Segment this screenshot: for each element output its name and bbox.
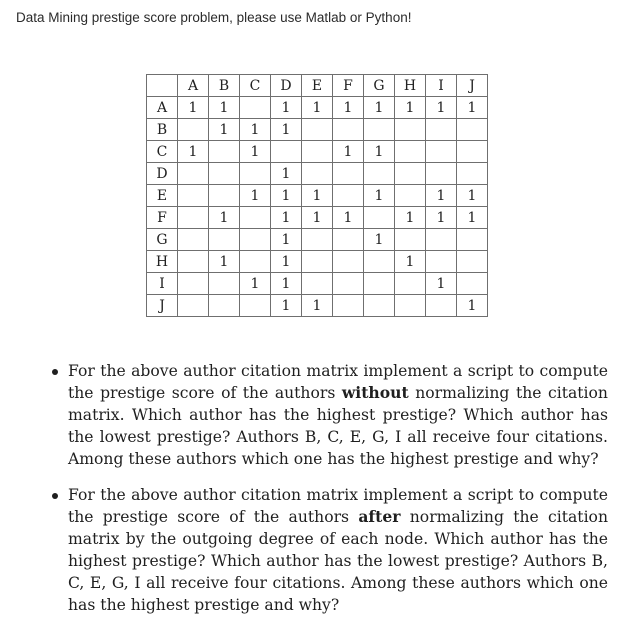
column-header: G: [364, 75, 395, 97]
matrix-cell: [302, 273, 333, 295]
column-header: H: [395, 75, 426, 97]
row-header: B: [147, 119, 178, 141]
question-item: [48, 484, 608, 616]
matrix-cell: 1: [395, 207, 426, 229]
matrix-cell: 1: [364, 185, 395, 207]
matrix-cell: [364, 163, 395, 185]
matrix-cell: 1: [271, 229, 302, 251]
matrix-cell: [178, 251, 209, 273]
matrix-cell: [333, 273, 364, 295]
matrix-cell: [209, 229, 240, 251]
matrix-cell: 1: [426, 185, 457, 207]
matrix-cell: 1: [209, 251, 240, 273]
matrix-cell: [178, 229, 209, 251]
column-header: A: [178, 75, 209, 97]
matrix-cell: 1: [457, 97, 488, 119]
matrix-cell: [395, 295, 426, 317]
matrix-cell: 1: [364, 141, 395, 163]
matrix-cell: 1: [271, 251, 302, 273]
bullet-icon: [52, 493, 58, 499]
matrix-cell: 1: [426, 97, 457, 119]
matrix-cell: [333, 185, 364, 207]
matrix-cell: [178, 207, 209, 229]
matrix-cell: [209, 185, 240, 207]
matrix-cell: [364, 295, 395, 317]
matrix-cell: [426, 295, 457, 317]
matrix-cell: [426, 119, 457, 141]
matrix-cell: [457, 273, 488, 295]
matrix-cell: [271, 141, 302, 163]
matrix-cell: [178, 273, 209, 295]
matrix-cell: [364, 251, 395, 273]
column-header: I: [426, 75, 457, 97]
question-item: [48, 360, 608, 470]
matrix-cell: [240, 295, 271, 317]
matrix-cell: [457, 163, 488, 185]
row-header: I: [147, 273, 178, 295]
question-text-bold: without: [341, 383, 409, 402]
column-header: C: [240, 75, 271, 97]
matrix-row: [147, 207, 488, 229]
matrix-cell: [240, 229, 271, 251]
row-header: D: [147, 163, 178, 185]
matrix-cell: [364, 273, 395, 295]
matrix-cell: [364, 119, 395, 141]
matrix-cell: 1: [209, 207, 240, 229]
matrix-cell: [395, 141, 426, 163]
matrix-cell: [209, 273, 240, 295]
matrix-row: [147, 229, 488, 251]
matrix-cell: 1: [240, 273, 271, 295]
matrix-cell: [240, 163, 271, 185]
matrix-cell: [333, 229, 364, 251]
matrix-row: [147, 163, 488, 185]
matrix-cell: [395, 119, 426, 141]
matrix-cell: 1: [302, 97, 333, 119]
matrix-cell: [302, 251, 333, 273]
matrix-cell: [240, 251, 271, 273]
matrix-header-row: [147, 75, 488, 97]
matrix-cell: 1: [271, 295, 302, 317]
matrix-cell: 1: [364, 97, 395, 119]
matrix-cell: [426, 163, 457, 185]
question-text-post: normalizing the citation matrix. Which author has the highest prestige? Which author has the lowest prestige? Authors B, C, E, G, I all receive four citations. Among these authors which one has the highest prestige and why?: [68, 384, 608, 468]
matrix-cell: 1: [302, 207, 333, 229]
matrix-cell: 1: [271, 273, 302, 295]
bullet-icon: [52, 369, 58, 375]
matrix-cell: [395, 163, 426, 185]
matrix-cell: [302, 163, 333, 185]
matrix-cell: 1: [271, 163, 302, 185]
matrix-cell: [209, 141, 240, 163]
matrix-cell: [364, 207, 395, 229]
row-header: H: [147, 251, 178, 273]
matrix-cell: [457, 141, 488, 163]
matrix-cell: 1: [395, 97, 426, 119]
matrix-cell: [426, 229, 457, 251]
matrix-cell: 1: [178, 141, 209, 163]
matrix-cell: 1: [395, 251, 426, 273]
header-text: Data Mining prestige score problem, please use Matlab or Python!: [16, 10, 412, 25]
row-header: E: [147, 185, 178, 207]
matrix-cell: [178, 119, 209, 141]
matrix-body: [147, 97, 488, 317]
matrix-cell: [426, 251, 457, 273]
matrix-cell: [333, 251, 364, 273]
row-header: C: [147, 141, 178, 163]
matrix-row: [147, 185, 488, 207]
matrix-row: [147, 119, 488, 141]
matrix-cell: 1: [457, 207, 488, 229]
matrix-cell: [333, 295, 364, 317]
question-text-bold: after: [358, 507, 401, 526]
question-text-pre: For the above author citation matrix implement a script to compute the prestige score of the authors: [68, 486, 608, 526]
matrix-row: [147, 97, 488, 119]
matrix-cell: [240, 207, 271, 229]
matrix-cell: 1: [426, 273, 457, 295]
column-header: D: [271, 75, 302, 97]
column-header: J: [457, 75, 488, 97]
matrix-row: [147, 295, 488, 317]
matrix-cell: 1: [333, 207, 364, 229]
row-header: G: [147, 229, 178, 251]
matrix-cell: [178, 163, 209, 185]
matrix-cell: 1: [240, 141, 271, 163]
matrix-cell: [457, 119, 488, 141]
column-header: E: [302, 75, 333, 97]
matrix-cell: [395, 185, 426, 207]
row-header: A: [147, 97, 178, 119]
row-header: F: [147, 207, 178, 229]
column-header: F: [333, 75, 364, 97]
matrix-cell: 1: [333, 141, 364, 163]
matrix-cell: 1: [457, 185, 488, 207]
matrix-cell: [333, 119, 364, 141]
matrix-cell: 1: [271, 207, 302, 229]
matrix-cell: 1: [271, 185, 302, 207]
matrix-row: [147, 141, 488, 163]
matrix-cell: [302, 141, 333, 163]
matrix-cell: [302, 119, 333, 141]
matrix-cell: 1: [240, 185, 271, 207]
question-text-post: normalizing the citation matrix by the outgoing degree of each node. Which author has the highest prestige? Which author has the lowest prestige? Authors B, C, E, G, I all receive four citations. Among these authors which one has the highest prestige and why?: [68, 508, 608, 614]
matrix-cell: [457, 229, 488, 251]
matrix-cell: 1: [271, 119, 302, 141]
matrix-cell: 1: [209, 97, 240, 119]
matrix-cell: 1: [240, 119, 271, 141]
matrix-corner-cell: [147, 75, 178, 97]
matrix-cell: 1: [457, 295, 488, 317]
matrix-cell: [426, 141, 457, 163]
row-header: J: [147, 295, 178, 317]
matrix-cell: 1: [271, 97, 302, 119]
matrix-cell: [209, 163, 240, 185]
matrix-cell: [302, 229, 333, 251]
matrix-cell: [395, 273, 426, 295]
matrix-cell: [333, 163, 364, 185]
matrix-cell: [178, 185, 209, 207]
matrix-row: [147, 251, 488, 273]
matrix-row: [147, 273, 488, 295]
matrix-cell: 1: [333, 97, 364, 119]
matrix-cell: [178, 295, 209, 317]
matrix-cell: [240, 97, 271, 119]
matrix-cell: 1: [364, 229, 395, 251]
matrix-cell: 1: [426, 207, 457, 229]
matrix-cell: 1: [302, 185, 333, 207]
question-text-pre: For the above author citation matrix implement a script to compute the prestige score of the authors: [68, 362, 608, 402]
matrix-cell: [457, 251, 488, 273]
matrix-cell: 1: [209, 119, 240, 141]
matrix-cell: 1: [178, 97, 209, 119]
matrix-cell: [395, 229, 426, 251]
question-list: [48, 360, 608, 630]
matrix-cell: [209, 295, 240, 317]
column-header: B: [209, 75, 240, 97]
citation-matrix: [146, 74, 488, 317]
matrix-cell: 1: [302, 295, 333, 317]
